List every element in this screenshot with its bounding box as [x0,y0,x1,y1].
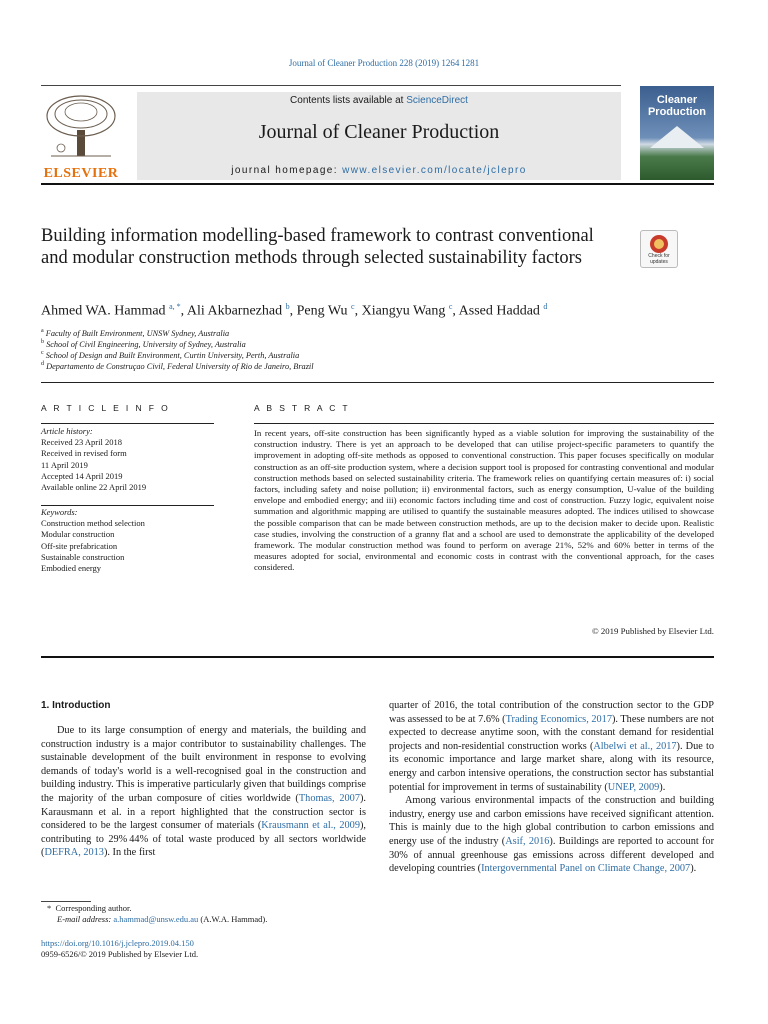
homepage-link[interactable]: www.elsevier.com/locate/jclepro [342,165,527,176]
cover-mountain-icon [650,126,704,148]
cover-title [640,94,714,118]
reference-link[interactable]: UNEP, 2009 [607,781,660,793]
contents-prefix: Contents lists available at [290,95,404,106]
cover-title-line1: Cleaner [656,94,698,106]
keywords-rule [41,505,214,506]
keyword: Construction method selection [41,518,145,529]
journal-cover-image [640,86,714,180]
keywords [41,507,145,574]
issn-line: 0959-6526/© 2019 Published by Elsevier Ltd. [41,949,199,959]
contents-line [137,95,621,106]
abstract-heading: A B S T R A C T [254,403,351,413]
author-affiliation-link[interactable]: c [448,302,453,311]
author-name: Ahmed WA. Hammad [41,303,166,319]
reference-link[interactable]: Trading Economics, 2017 [505,713,612,725]
affiliation: $^d$ Departamento de Construçao Civil, Federal University of Rio de Janeiro, Brazil [41,361,314,371]
author-email: E-mail address: a.hammad@unsw.edu.au (A.W.A. Hammad). [57,914,268,924]
history-item: Available online 22 April 2019 [41,482,147,493]
author-affiliation-link[interactable]: b [285,302,290,311]
author-list: Ahmed WA. Hammad $^{a, *}$, Ali Akbarnezhad $^b$, Peng Wu $^c$, Xiangyu Wang $^c$, Assed Haddad $^d$ [41,302,548,319]
affiliation: $^a$ Faculty of Built Environment, UNSW Sydney, Australia [41,328,230,338]
elsevier-logo [41,92,121,180]
section-heading: 1. Introduction [41,700,111,711]
article-info-heading: A R T I C L E I N F O [41,403,171,413]
header-rule [41,382,714,383]
author-affiliation-link[interactable]: a, * [169,302,181,311]
reference-link[interactable]: Intergovernmental Panel on Climate Change, 2007 [481,863,691,875]
body-paragraph: Among various environmental impacts of the construction and building industry, energy use and carbon emissions have received significant attention. This is mainly due to the high global contribution to carbon emissions and energy use of the industry (Asif, 2016). Buildings are reported to account for 30% of annual greenhouse gas emissions across different developed and developing countries (Intergovernmental Panel on Climate Change, 2007). [389,795,714,875]
reference-link[interactable]: Krausmann et al., 2009 [261,820,360,832]
abstract-rule [254,423,714,424]
sciencedirect-link[interactable]: ScienceDirect [406,95,468,106]
masthead-rule [41,183,714,185]
email-link[interactable]: a.hammad@unsw.edu.au [113,914,199,924]
reference-link[interactable]: DEFRA, 2013 [44,847,104,859]
corresponding-author-note: * Corresponding author. [47,903,132,913]
reference-link[interactable]: Albelwi et al., 2017 [593,740,677,752]
publisher-name: ELSEVIER [43,166,119,181]
copyright-notice: © 2019 Published by Elsevier Ltd. [591,626,714,636]
homepage-prefix: journal homepage: [231,165,338,176]
history-item: Accepted 14 April 2019 [41,470,123,481]
author-affiliation-link[interactable]: c [351,302,355,311]
author-name: Peng Wu [296,303,348,319]
author-name: Assed Haddad [458,303,540,319]
keywords-label: Keywords: [41,507,78,517]
cover-title-line2: Production [647,106,707,118]
reference-link[interactable]: Asif, 2016 [505,835,550,847]
reference-link[interactable]: Thomas, 2007 [298,792,360,804]
keyword: Embodied energy [41,563,102,574]
journal-citation[interactable]: Journal of Cleaner Production 228 (2019) 1264 1281 [288,58,480,68]
history-item: Received 23 April 2018 [41,437,122,448]
body-paragraph: Due to its large consumption of energy and materials, the building and construction industry is a major contributor to sustainability challenges. The sustainable development of the built environment in response to evolving demands of today's world is a well-recognised goal in the construction and building industry. This is imperative particularly given that buildings comprise the majority of the urban composure of cities worldwide (Thomas, 2007). Karausmann et al. in a report highlighted that the construction sector is considered to be the largest consumer of materials (Krausmann et al., 2009), contributing to 29% 44% of total waste produced by all sectors worldwide (DEFRA, 2013). In the first [41,725,366,859]
article-info-rule [41,423,214,424]
author-affiliation-link[interactable]: d [543,302,548,311]
front-matter-rule [41,656,714,658]
footnote-rule [41,901,91,902]
history-item: 11 April 2019 [41,459,88,470]
check-updates-label: Check for updates [648,253,670,265]
history-item: Received in revised form [41,448,127,459]
top-rule [41,85,621,86]
author-name: Ali Akbarnezhad [186,303,283,319]
affiliation: $^b$ School of Civil Engineering, University of Sydney, Australia [41,339,246,349]
author-name: Xiangyu Wang [361,303,446,319]
check-updates-icon [650,235,668,253]
abstract-text: In recent years, off-site construction has been significantly hyped as a viable solution for improving the sustainability of the construction industry. There is yet an approach to be developed that can utilise project-specific parameters to quantify the improvement in adopting off-site methods as opposed to conventional construction. This paper focuses specifically on modular construction as an off-site production system, where a decision support tool is proposed for contrasting conventional and modular construction methods based on selected sustainability criteria. The framework relies on quantifying certain measures of: i) social factors, including safety and noise pollution; ii) environmental factors, such as energy consumption, U-value of the building envelope and embodied energy; and iii) economic factors including time and cost of construction. Fuzzy logic, equivalent noise summation and algorithmic mapping are utilised to quantify the sustainable measures adopted. The indices utilised to showcase the possible comparison that can be made between construction methods, are up to the decision maker to decide upon. Realistic case studies, involving the construction of a granny flat and a school are used to demonstrate the applicability of the developed framework. The modular construction method was found to perform on average 21%, 52% and 60% better in terms of the measures adopted for social, environmental and economic costs in contrast with the conventional approach, for the cases considered. [254,428,714,573]
keyword: Modular construction [41,529,115,540]
keyword: Sustainable construction [41,551,125,562]
elsevier-tree-icon [41,92,121,162]
body-column-right [389,699,714,876]
history-label: Article history: [41,426,93,436]
article-title: Building information modelling-based framework to contrast conventional and modular construction methods through selected sustainability factors [41,226,594,268]
journal-homepage [137,165,621,176]
keyword: Off-site prefabrication [41,540,118,551]
journal-title: Journal of Cleaner Production [258,121,500,143]
body-column-left [41,724,366,860]
affiliation: $^c$ School of Design and Built Environment, Curtin University, Perth, Australia [41,350,300,360]
body-paragraph: quarter of 2016, the total contribution of the construction sector to the GDP was assessed to be at 7.6% (Trading Economics, 2017). These numbers are not expected to decrease anytime soon, with the constant demand for residential projects and non-residential construction works (Albelwi et al., 2017). Due to its economic importance and large market share, along with its resource, energy and carbon intensive operations, the construction sector has substantial potential for improvement in terms of sustainability (UNEP, 2009). [389,700,714,793]
article-history [41,426,146,493]
journal-masthead [137,92,621,180]
doi-link[interactable]: https://doi.org/10.1016/j.jclepro.2019.04.150 [41,938,194,948]
check-for-updates-button[interactable] [640,230,678,268]
